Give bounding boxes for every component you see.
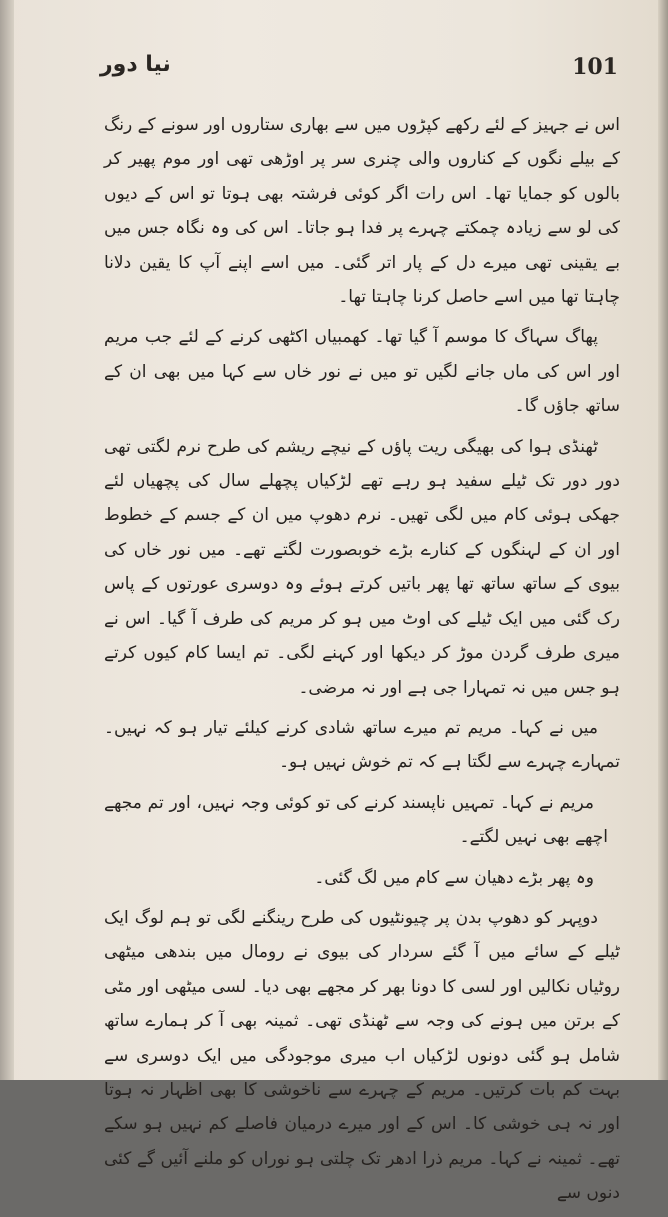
- paragraph: پھاگ سہاگ کا موسم آ گیا تھا۔ کھمبیاں اکٹھی کرنے کے لئے جب مریم اور اس کی ماں جانے لگیں تو میں نے نور خاں سے کہا میں بھی ان کے ساتھ جاؤں گا۔: [104, 327, 620, 417]
- paragraph: وہ پھر بڑے دھیان سے کام میں لگ گئی۔: [314, 867, 594, 888]
- body-text: [104, 108, 620, 1217]
- paragraph: مریم نے کہا۔ تمہیں ناپسند کرنے کی تو کوئی وجہ نہیں، اور تم مجھے اچھے بھی نہیں لگتے۔: [104, 792, 608, 848]
- page-number: 101: [572, 54, 618, 80]
- paragraph: دوپہر کو دھوپ بدن پر چیونٹیوں کی طرح رینگنے لگی تو ہم لوگ ایک ٹیلے کے سائے میں آ گئے سردار کی بیوی نے رومال میں بندھی میٹھی روٹیاں نکالیں اور لسی کا دونا بھر کر مجھے بھی دیا۔ لسی میٹھی اور مٹی کے برتن میں ہونے کی وجہ سے ٹھنڈی تھی۔ ثمینہ بھی آ کر ہمارے ساتھ شامل ہو گئی دونوں لڑکیاں اب میری موجودگی میں ایک دوسری سے بہت کم بات کرتیں۔ مریم کے چہرے سے ناخوشی کا بھی اظہار نہ ہوتا اور نہ ہی خوشی کا۔ اس کے اور میرے درمیان فاصلے کم نہیں ہو سکے تھے۔ ثمینہ نے کہا۔ مریم ذرا ادھر تک چلتی ہو نوراں کو ملنے آئیں گے کئی دنوں سے: [104, 907, 620, 1204]
- paragraph: ٹھنڈی ہوا کی بھیگی ریت پاؤں کے نیچے ریشم کی طرح نرم لگتی تھی دور دور تک ٹیلے سفید ہو رہے تھے لڑکیاں پچھلے سال کی پچھیاں لئے جھکی ہوئی کام میں لگی تھیں۔ نرم دھوپ میں ان کے جسم کے خطوط اور ان کے لہنگوں کے کنارے بڑے خوبصورت لگتے تھے۔ میں نور خاں کی بیوی کے ساتھ ساتھ تھا پھر باتیں کرتے ہوئے وہ دوسری عورتوں کے پاس رک گئی میں ایک ٹیلے کی اوٹ میں ہو کر مریم کی طرف آ گیا۔ اس نے میری طرف گردن موڑ کر دیکھا اور کہنے لگی۔ تم ایسا کام کیوں کرتے ہو جس میں نہ تمہارا جی ہے اور نہ مرضی۔: [104, 436, 620, 698]
- paragraph: اس نے جہیز کے لئے رکھے کپڑوں میں سے بھاری ستاروں اور سونے کے رنگ کے بیلے نگوں کے کناروں والی چنری سر پر اوڑھی تھی اور موم پھیر کر بالوں کو جمایا تھا۔ اس رات اگر کوئی فرشتہ بھی ہوتا تو اس کے دیوں کی لو سے زیادہ چمکتے چہرے پر فدا ہو جاتا۔ اس کی وہ نگاہ جس میں بے یقینی تھی میرے دل کے پار اتر گئی۔ میں اسے اپنے آپ کا یقین دلانا چاہتا تھا میں اسے حاصل کرنا چاہتا تھا۔: [104, 115, 620, 308]
- running-title: نیا دور: [100, 52, 171, 77]
- page-header: [100, 50, 618, 94]
- paragraph: میں نے کہا۔ مریم تم میرے ساتھ شادی کرنے کیلئے تیار ہو کہ نہیں۔ تمہارے چہرے سے لگتا ہے کہ تم خوش نہیں ہو۔: [104, 717, 620, 773]
